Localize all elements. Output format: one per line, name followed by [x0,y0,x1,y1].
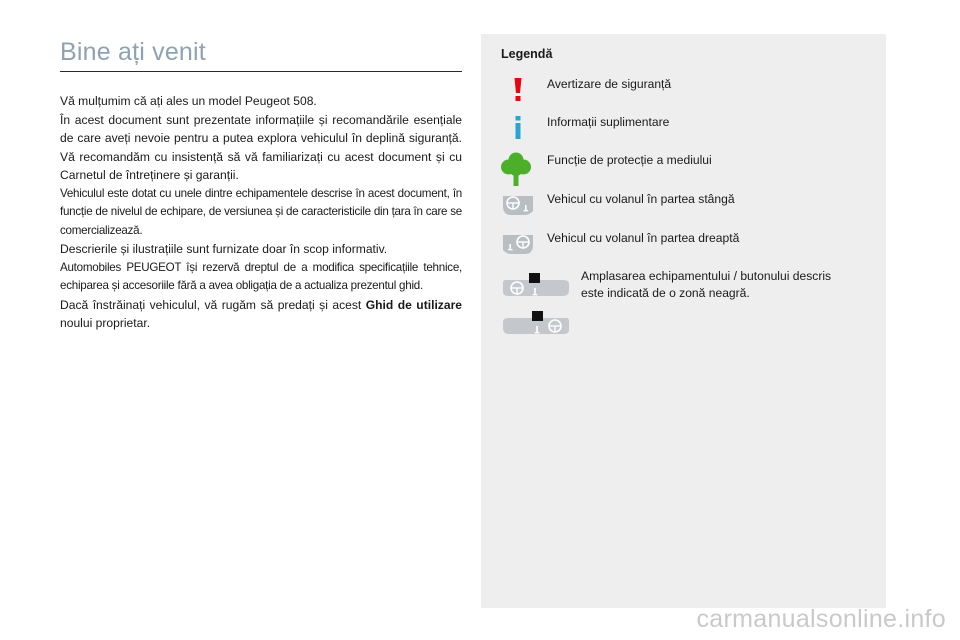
title-divider [60,71,462,72]
closing-text-end: noului proprietar. [60,316,151,330]
closing-text: Dacă înstrăinați vehiculul, vă rugăm să predați și acest [60,297,366,312]
intro-text [60,92,462,333]
intro-paragraph: Automobiles PEUGEOT își rezervă dreptul de a modifica specificațiile tehnice, echiparea și accesoriile fără a avea obligația de a actualiza prezentul ghid. [60,260,462,292]
left-hand-drive-icon [501,192,535,223]
equipment-location-icon [501,272,571,307]
legend-label: Informații suplimentare [547,115,670,129]
tree-icon [501,152,531,191]
legend-label: Avertizare de siguranță [547,77,672,91]
closing-paragraph [60,296,462,333]
info-icon [513,116,523,145]
intro-paragraph: Vehiculul este dotat cu unele dintre echipamentele descrise în acest document, în funcție de nivelul de echipare, de versiunea și de caracteristicile din țara în care se comercializează. [60,186,462,237]
legend-panel [481,34,886,608]
page-title: Bine ați venit [60,38,206,66]
legend-label: Amplasarea echipamentului / butonului descris este indicată de o zonă neagră. [581,269,832,300]
watermark-url: carmanualsonline.info [696,605,946,633]
legend-label: Vehicul cu volanul în partea stângă [547,192,735,206]
legend-label: Funcție de protecție a mediului [547,153,712,167]
guide-name: Ghid de utilizare [365,297,463,312]
equipment-location-rhd-icon [501,310,571,345]
legend-label: Vehicul cu volanul în partea dreaptă [547,231,740,245]
intro-paragraph: În acest document sunt prezentate informațiile și recomandările esențiale de care aveți nevoie pentru a putea explora vehiculul în deplină siguranță. Vă recomandăm cu insistență să vă familiarizați cu acest document și cu Carnetul de întreținere și garanții. [60,112,462,182]
legend-title: Legendă [501,47,553,61]
exclamation-icon [513,78,523,107]
intro-paragraph: Vă mulțumim că ați ales un model Peugeot 508. [60,94,317,108]
intro-paragraph: Descrierile și ilustrațiile sunt furnizate doar în scop informativ. [60,242,388,256]
right-hand-drive-icon [501,231,535,262]
